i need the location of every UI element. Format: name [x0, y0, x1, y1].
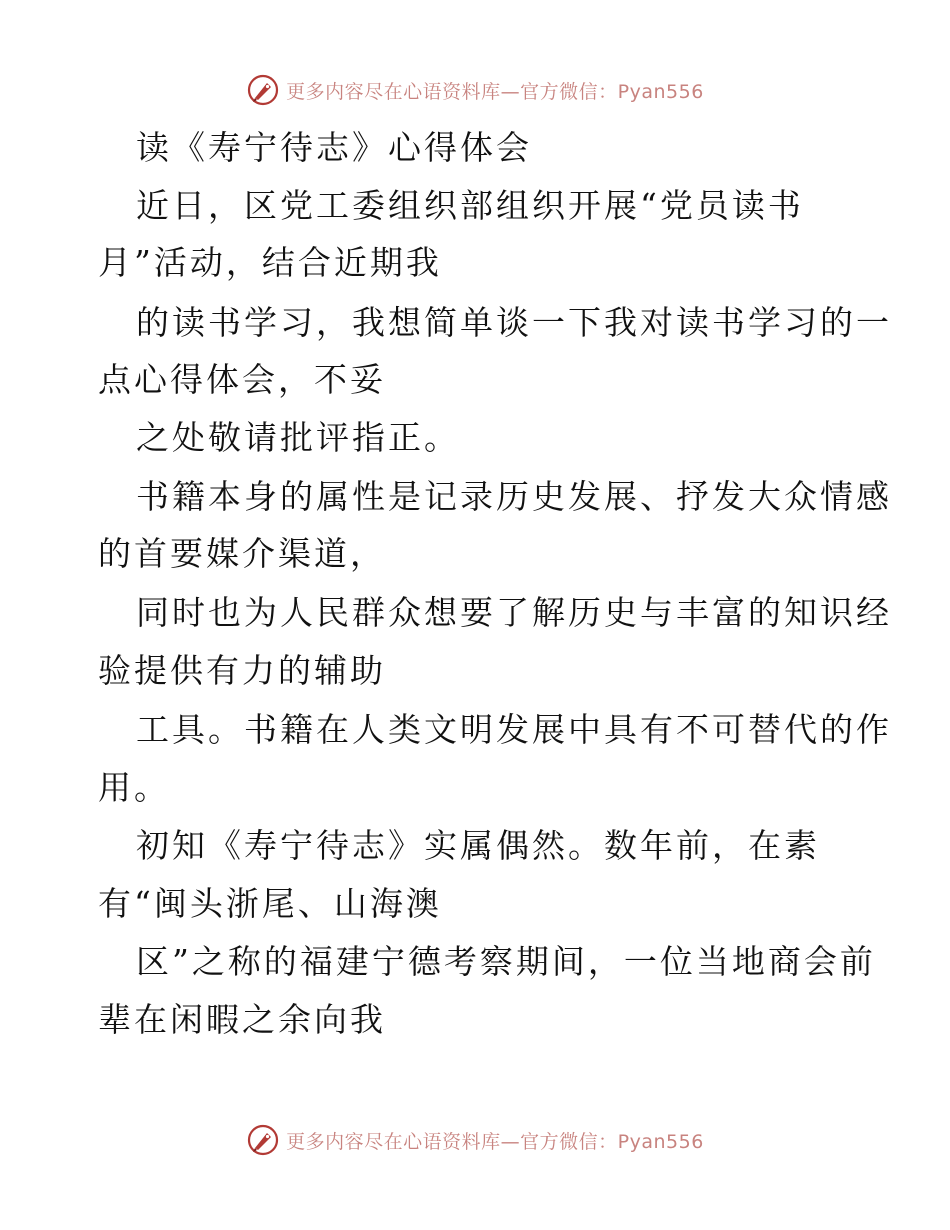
pen-nib-logo-icon — [246, 73, 280, 107]
footer-banner — [0, 1120, 950, 1160]
paragraph-line: 点心得体会，不妥 — [98, 360, 386, 399]
paragraph-line: 验提供有力的辅助 — [98, 651, 386, 690]
pen-nib-logo-icon — [246, 1123, 280, 1157]
header-banner — [0, 70, 950, 110]
paragraph-line: 书籍本身的属性是记录历史发展、抒发大众情感 — [136, 477, 892, 516]
paragraph-line: 用。 — [98, 768, 170, 807]
paragraph-line: 区”之称的福建宁德考察期间，一位当地商会前 — [136, 942, 876, 981]
paragraph-line: 同时也为人民群众想要了解历史与丰富的知识经 — [136, 593, 892, 632]
paragraph-line: 有“闽头浙尾、山海澳 — [98, 884, 442, 923]
header-banner-text: 更多内容尽在心语资料库—官方微信：Pyan556 — [286, 80, 704, 103]
document-title: 读《寿宁待志》心得体会 — [136, 128, 532, 167]
paragraph-line: 月”活动，结合近期我 — [98, 243, 442, 282]
paragraph-line: 辈在闲暇之余向我 — [98, 1000, 386, 1039]
paragraph-line: 之处敬请批评指正。 — [136, 418, 460, 457]
paragraph-line: 初知《寿宁待志》实属偶然。数年前，在素 — [136, 826, 820, 865]
footer-banner-text: 更多内容尽在心语资料库—官方微信：Pyan556 — [286, 1130, 704, 1153]
paragraph-line: 的首要媒介渠道， — [98, 534, 386, 573]
paragraph-line: 工具。书籍在人类文明发展中具有不可替代的作 — [136, 710, 892, 749]
paragraph-line: 近日，区党工委组织部组织开展“党员读书 — [136, 186, 804, 225]
paragraph-line: 的读书学习，我想简单谈一下我对读书学习的一 — [136, 303, 892, 342]
